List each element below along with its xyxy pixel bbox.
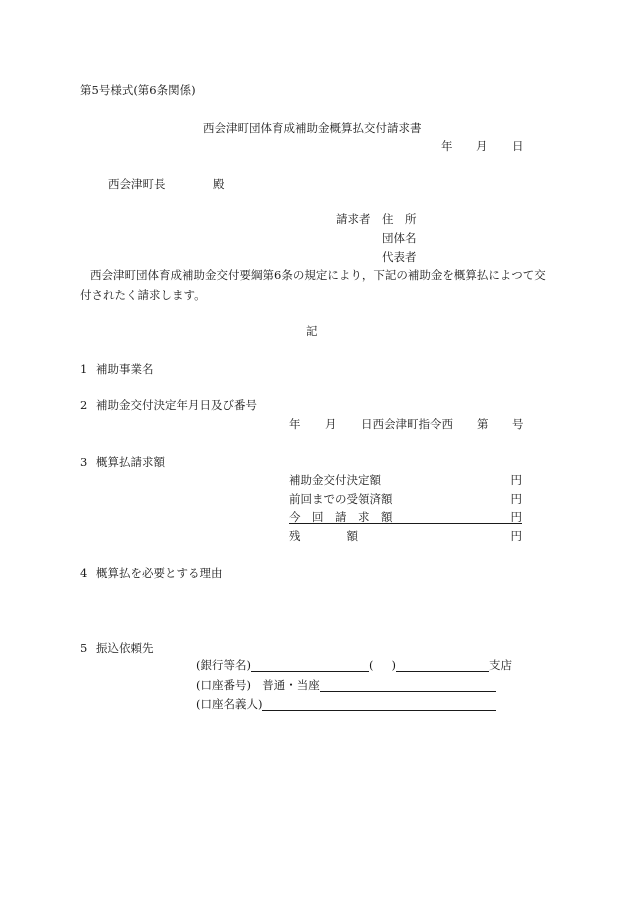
date-year-label: 年 xyxy=(441,139,453,153)
decision-dai-label: 第 xyxy=(477,417,489,431)
account-number-blank[interactable] xyxy=(320,678,496,692)
item2-label: 補助金交付決定年月日及び番号 xyxy=(96,398,257,412)
requester-group-label: 団体名 xyxy=(382,231,417,245)
item2-number: 2 xyxy=(80,398,88,412)
body-text-line2: 付されたく請求します。 xyxy=(80,288,206,302)
item1-number: 1 xyxy=(80,362,88,376)
bank-name-blank[interactable] xyxy=(251,658,369,672)
addressee-honorific: 殿 xyxy=(213,177,225,191)
amount-row-unit: 円 xyxy=(510,510,522,524)
amount-row-label: 残 額 xyxy=(289,529,358,543)
ki-heading: 記 xyxy=(306,324,318,338)
amount-row-unit: 円 xyxy=(510,529,522,543)
item1-label: 補助事業名 xyxy=(96,362,154,376)
bank-name-label: (銀行等名) xyxy=(196,658,251,672)
account-holder-line xyxy=(196,697,496,711)
requester-address-label: 住 所 xyxy=(382,212,417,226)
amount-row-label: 前回までの受領済額 xyxy=(289,492,393,506)
paren-close: ) xyxy=(391,658,396,672)
item3-number: 3 xyxy=(80,455,88,469)
account-number-line xyxy=(196,678,496,692)
paren-open: ( xyxy=(368,658,374,672)
date-month-label: 月 xyxy=(476,139,488,153)
item4-label: 概算払を必要とする理由 xyxy=(96,566,223,580)
account-holder-blank[interactable] xyxy=(262,697,496,711)
body-text-line1: 西会津町団体育成補助金交付要綱第6条の規定により，下記の補助金を概算払によつて交 xyxy=(90,268,546,282)
account-type-label: 普通・当座 xyxy=(262,678,320,692)
bank-paren-blank[interactable] xyxy=(373,659,391,672)
amount-row-decided xyxy=(289,472,522,488)
date-day-label: 日 xyxy=(512,139,524,153)
amount-row-current xyxy=(289,509,522,524)
requester-representative-label: 代表者 xyxy=(382,250,417,264)
document-title: 西会津町団体育成補助金概算払交付請求書 xyxy=(203,121,422,135)
bank-line xyxy=(196,658,512,672)
item5-label: 振込依頼先 xyxy=(96,641,154,655)
decision-month-label: 月 xyxy=(325,417,337,431)
decision-day-prefix: 日西会津町指令西 xyxy=(361,417,453,431)
addressee-name: 西会津町長 xyxy=(108,177,166,191)
decision-year-label: 年 xyxy=(289,417,301,431)
amount-row-received xyxy=(289,491,522,507)
amount-row-remaining xyxy=(289,528,522,544)
amount-row-label: 今 回 請 求 額 xyxy=(289,510,393,524)
account-number-label: (口座番号) xyxy=(196,678,251,692)
amount-row-unit: 円 xyxy=(510,473,522,487)
branch-name-blank[interactable] xyxy=(396,658,489,672)
amount-row-label: 補助金交付決定額 xyxy=(289,473,381,487)
account-holder-label: (口座名義人) xyxy=(196,697,263,711)
requester-label: 請求者 xyxy=(336,212,371,226)
form-number: 第5号様式(第6条関係) xyxy=(80,83,196,97)
amount-row-unit: 円 xyxy=(510,492,522,506)
item5-number: 5 xyxy=(80,641,88,655)
item3-label: 概算払請求額 xyxy=(96,455,165,469)
item4-number: 4 xyxy=(80,566,88,580)
decision-go-label: 号 xyxy=(512,417,524,431)
branch-label: 支店 xyxy=(488,658,512,672)
